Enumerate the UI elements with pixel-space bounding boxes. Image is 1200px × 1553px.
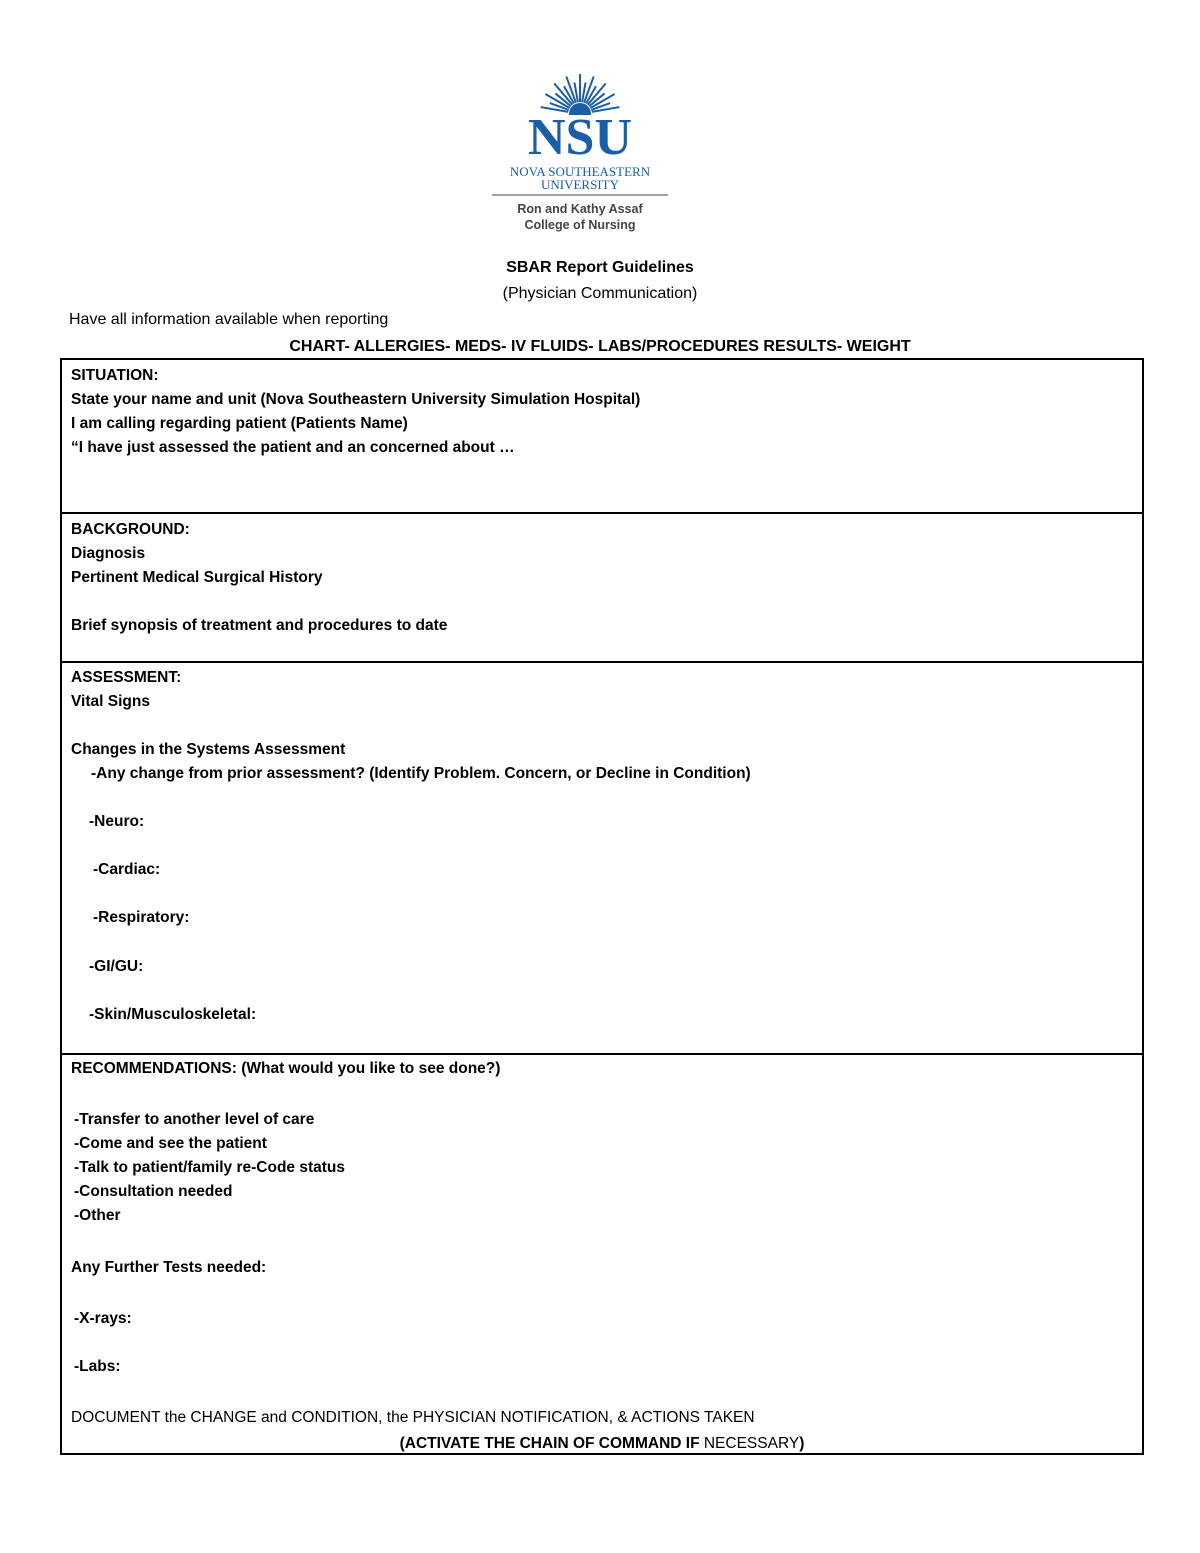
- assessment-changes: Changes in the Systems Assessment: [71, 741, 346, 758]
- assessment-vital-signs: Vital Signs: [71, 693, 150, 710]
- categories-line: CHART- ALLERGIES- MEDS- IV FLUIDS- LABS/PROCEDURES RESULTS- WEIGHT: [289, 338, 911, 355]
- activate-chain-line: [62, 1435, 1142, 1453]
- background-synopsis: Brief synopsis of treatment and procedures to date: [71, 617, 448, 634]
- logo-college-line1: Ron and Kathy Assaf: [517, 202, 643, 216]
- assessment-neuro: -Neuro:: [89, 813, 145, 830]
- tests-heading: Any Further Tests needed:: [71, 1259, 267, 1276]
- assessment-cardiac: -Cardiac:: [93, 861, 161, 878]
- logo-university-line2: UNIVERSITY: [541, 177, 619, 192]
- activate-normal-text: NECESSARY: [703, 1435, 800, 1452]
- rec-item-other: -Other: [74, 1207, 121, 1224]
- nsu-logo: [488, 68, 672, 238]
- recommendations-heading: RECOMMENDATIONS: (What would you like to see done?): [71, 1060, 501, 1077]
- situation-line-2: I am calling regarding patient (Patients Name): [71, 415, 408, 432]
- situation-line-3: “I have just assessed the patient and an concerned about …: [71, 439, 515, 456]
- assessment-section: [60, 661, 1144, 1055]
- rec-item-code-status: -Talk to patient/family re-Code status: [74, 1159, 346, 1176]
- recommendations-section: [60, 1053, 1144, 1455]
- page-subtitle: (Physician Communication): [502, 285, 698, 302]
- situation-section: [60, 358, 1144, 514]
- assessment-prior-change: -Any change from prior assessment? (Identify Problem. Concern, or Decline in Condition): [91, 765, 751, 782]
- assessment-heading: ASSESSMENT:: [71, 669, 182, 686]
- logo-college-line2: College of Nursing: [524, 218, 636, 232]
- background-history: Pertinent Medical Surgical History: [71, 569, 323, 586]
- tests-xrays: -X-rays:: [74, 1310, 132, 1327]
- tests-labs: -Labs:: [74, 1358, 121, 1375]
- logo-abbr: NSU: [527, 109, 633, 166]
- logo-university-line1: NOVA SOUTHEASTERN: [509, 164, 651, 179]
- situation-heading: SITUATION:: [71, 367, 159, 384]
- assessment-skin: -Skin/Musculoskeletal:: [89, 1006, 257, 1023]
- background-heading: BACKGROUND:: [71, 521, 190, 538]
- assessment-respiratory: -Respiratory:: [93, 909, 190, 926]
- rec-item-consultation: -Consultation needed: [74, 1183, 233, 1200]
- situation-line-1: State your name and unit (Nova Southeastern University Simulation Hospital): [71, 391, 641, 408]
- page-title: SBAR Report Guidelines: [506, 259, 694, 276]
- background-section: [60, 512, 1144, 663]
- background-diagnosis: Diagnosis: [71, 545, 146, 562]
- rec-item-come-see: -Come and see the patient: [74, 1135, 267, 1152]
- assessment-gi-gu: -GI/GU:: [89, 958, 144, 975]
- sunburst-icon: [541, 74, 620, 114]
- intro-text: Have all information available when reporting: [69, 311, 389, 328]
- activate-close-paren: ): [799, 1435, 805, 1452]
- activate-bold-text: (ACTIVATE THE CHAIN OF COMMAND IF: [399, 1435, 700, 1452]
- document-instruction: DOCUMENT the CHANGE and CONDITION, the PHYSICIAN NOTIFICATION, & ACTIONS TAKEN: [71, 1409, 755, 1426]
- rec-item-transfer: -Transfer to another level of care: [74, 1111, 315, 1128]
